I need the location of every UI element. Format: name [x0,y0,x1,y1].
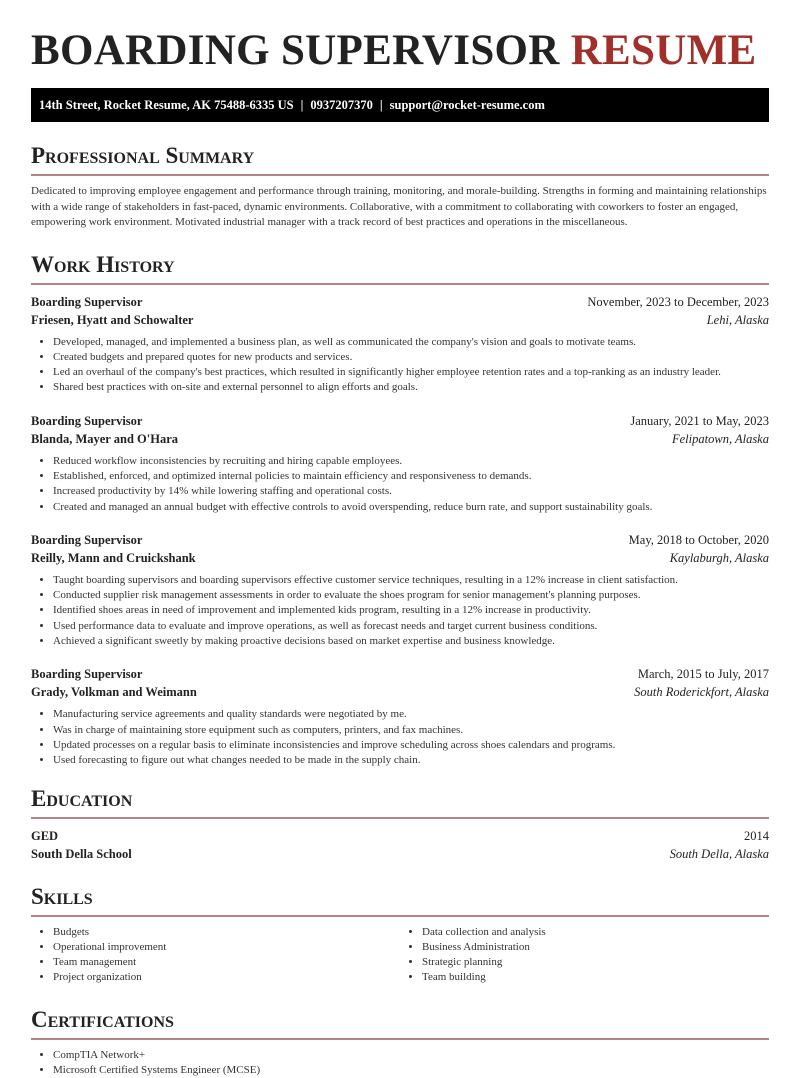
job-company-row [31,430,769,448]
job-title: Boarding Supervisor [31,532,143,547]
separator: | [300,98,304,112]
job-company-row [31,683,769,701]
job-bullets [31,335,769,396]
list-item: • Used performance data to evaluate and improve operations, as well as forecast needs and target current business conditions. [53,619,769,634]
job-header-row [31,412,769,430]
list-item: • Led an overhaul of the company's best practices, which resulted in significantly higher employee retention rates and a top-ranking as an industry leader. [53,365,769,380]
job-entry [31,531,769,649]
section-heading-certifications: Certifications [31,1006,174,1032]
section-heading-education: Education [31,785,133,811]
job-dates: November, 2023 to December, 2023 [587,294,769,309]
divider [31,817,769,819]
list-item: • Updated processes on a regular basis to eliminate inconsistencies and improve scheduling across shoes calendars and programs. [53,738,769,753]
contact-bar [31,88,769,122]
job-list [31,293,769,769]
list-item: • Increased productivity by 14% while lowering staffing and operational costs. [53,484,769,499]
skill-item: • Strategic planning [422,955,769,970]
education-row [31,827,769,845]
job-bullets [31,707,769,768]
list-item: • Taught boarding supervisors and boarding supervisors effective customer service techniques, resulting in a 12% increase in client satisfaction. [53,573,769,588]
section-heading-skills: Skills [31,883,93,909]
skill-item: • Team management [53,955,400,970]
summary-text: Dedicated to improving employee engagement and performance through training, monitoring, and morale-building. Strengths in forming and maintaining relationships with a wide range of stakeholders in fast-paced, dynamic environments. Collaborative, with a commitment to collaborating with coworkers to foster an engaged, empowering work environment. Motivated industrial manager with a track record of best practices and operations in the miscellaneous. [31,185,767,228]
job-location: Felipatown, Alaska [672,431,769,446]
job-company-row [31,311,769,329]
title-accent: RESUME [570,27,757,74]
skills-column-left [31,925,400,986]
contact-address: 14th Street, Rocket Resume, AK 75488-6335 US [39,98,294,112]
school: South Della School [31,846,132,861]
skills-column-right [400,925,769,986]
section-heading-summary: Professional Summary [31,143,255,168]
certification-item: • CompTIA Network+ [53,1048,769,1063]
skill-item: • Budgets [53,925,400,940]
skill-item: • Business Administration [422,940,769,955]
divider [31,1038,769,1040]
list-item: • Created and managed an annual budget with effective controls to avoid overspending, reduce burn rate, and support sustainability goals. [53,500,769,515]
job-header-row [31,531,769,549]
title-main: BOARDING SUPERVISOR [31,27,560,74]
list-item: • Reduced workflow inconsistencies by recruiting and hiring capable employees. [53,454,769,469]
skills-list [31,925,769,986]
list-item: • Used forecasting to figure out what changes needed to be made in the supply chain. [53,753,769,768]
section-heading-work-history: Work History [31,251,175,277]
job-entry [31,412,769,515]
education-row [31,845,769,863]
education-year: 2014 [744,828,769,843]
certification-item: • Microsoft Certified Systems Engineer (MCSE) [53,1063,769,1078]
job-header-row [31,293,769,311]
list-item: • Shared best practices with on-site and external personnel to align efforts and goals. [53,380,769,395]
resume-page [0,28,800,1078]
job-entry [31,293,769,396]
job-title: Boarding Supervisor [31,667,143,682]
skill-item: • Team building [422,970,769,985]
list-item: • Conducted supplier risk management assessments in order to evaluate the shoes program for senior management's planning purposes. [53,588,769,603]
list-item: • Was in charge of maintaining store equipment such as computers, printers, and fax machines. [53,723,769,738]
list-item: • Created budgets and prepared quotes for new products and services. [53,350,769,365]
skill-item: • Operational improvement [53,940,400,955]
list-item: • Achieved a significant sweetly by making proactive decisions based on market expertise and business knowledge. [53,634,769,649]
company-name: Reilly, Mann and Cruickshank [31,550,196,565]
job-location: Kaylaburgh, Alaska [669,550,769,565]
certifications-list [31,1048,769,1078]
job-company-row [31,549,769,567]
company-name: Blanda, Mayer and O'Hara [31,431,179,446]
contact-email[interactable]: support@rocket-resume.com [389,98,545,112]
company-name: Friesen, Hyatt and Schowalter [31,312,194,327]
resume-title [31,28,769,74]
list-item: • Established, enforced, and optimized internal policies to maintain efficiency and responsiveness to demands. [53,469,769,484]
list-item: • Identified shoes areas in need of improvement and implemented kids program, resulting in a 12% increase in productivity. [53,603,769,618]
skill-item: • Data collection and analysis [422,925,769,940]
job-bullets [31,454,769,515]
separator: | [379,98,383,112]
job-bullets [31,573,769,649]
job-entry [31,665,769,768]
job-dates: March, 2015 to July, 2017 [637,667,769,682]
job-dates: January, 2021 to May, 2023 [630,413,769,428]
education-location: South Della, Alaska [669,846,769,861]
job-dates: May, 2018 to October, 2020 [628,532,769,547]
job-title: Boarding Supervisor [31,294,143,309]
company-name: Grady, Volkman and Weimann [31,685,197,700]
list-item: • Developed, managed, and implemented a business plan, as well as communicated the company's vision and goals to motivate teams. [53,335,769,350]
list-item: • Manufacturing service agreements and quality standards were negotiated by me. [53,707,769,722]
job-header-row [31,665,769,683]
contact-phone: 0937207370 [310,98,373,112]
degree: GED [31,828,59,843]
divider [31,174,769,176]
job-location: South Roderickfort, Alaska [634,685,769,700]
job-location: Lehi, Alaska [706,312,769,327]
divider [31,915,769,917]
skill-item: • Project organization [53,970,400,985]
job-title: Boarding Supervisor [31,413,143,428]
divider [31,283,769,285]
